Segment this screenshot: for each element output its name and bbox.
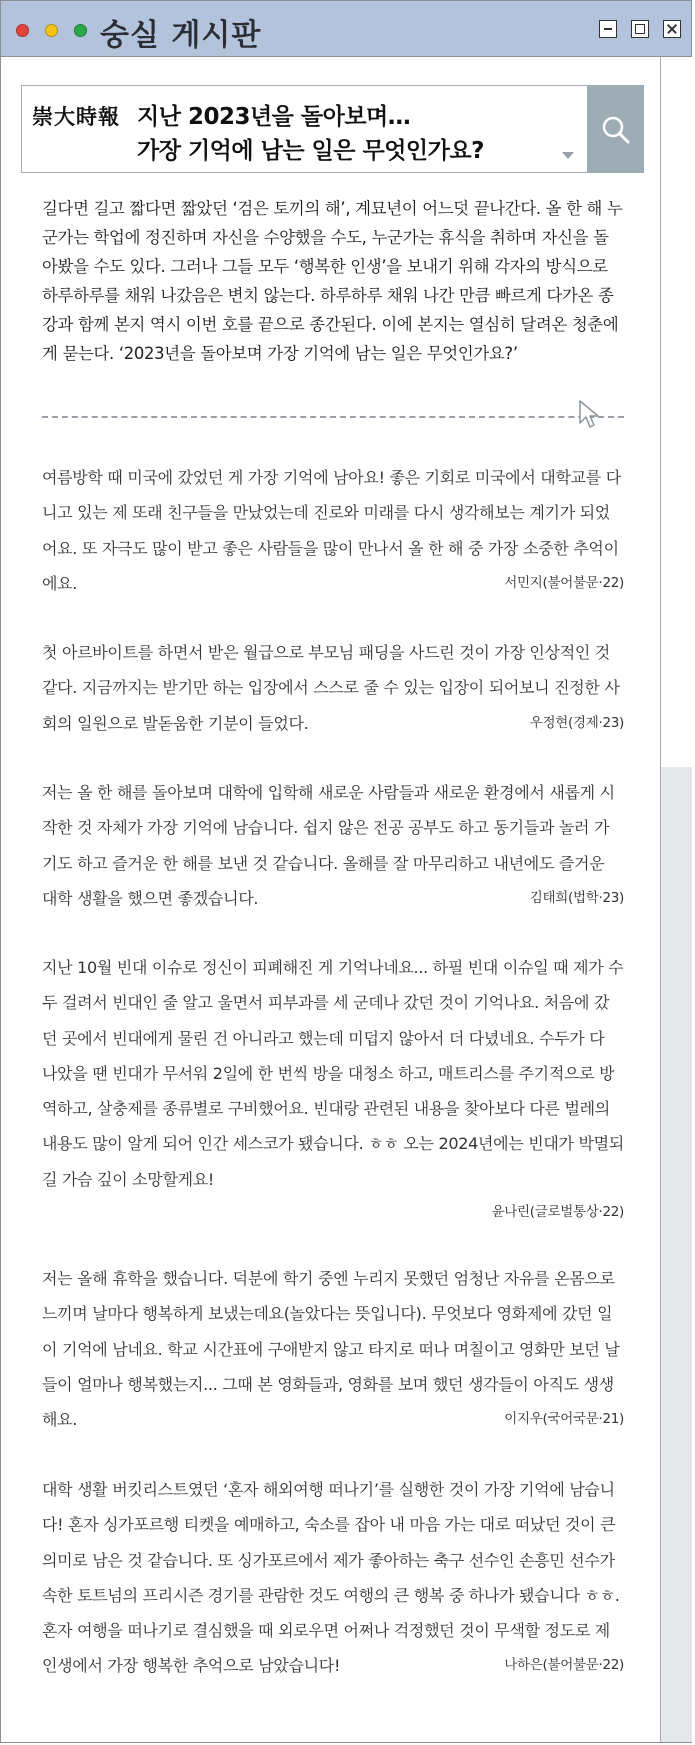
intro-paragraph: 길다면 길고 짧다면 짧았던 ‘검은 토끼의 해’, 계묘년이 어느덧 끝나간다. 올 한 해 누군가는 학업에 정진하며 자신을 수양했을 수도, 누군가는 휴식을 취하며 자신을 돌아봤을 수도 있다. 그러나 그들 모두 ‘행복한 인생’을 보내기 위해 각자의 방식으로 하루하루를 채워 나갔음은 변치 않는다. 하루하루 채워 나간 만큼 빠르게 다가온 종강과 함께 본지 역시 이번 호를 끝으로 종간된다. 이에 본지는 열심히 달려온 청춘에게 묻는다. ‘2023년을 돌아보며 가장 기억에 남는 일은 무엇인가요?’ xyxy=(42,199,623,363)
dropdown-caret-icon[interactable] xyxy=(562,152,574,159)
search-icon xyxy=(587,85,644,173)
post-4 xyxy=(42,950,624,1227)
minimize-button[interactable] xyxy=(599,20,617,38)
search-bar[interactable] xyxy=(21,85,642,173)
post-text: 저는 올해 휴학을 했습니다. 덕분에 학기 중엔 누리지 못했던 엄청난 자유를 온몸으로 느끼며 날마다 행복하게 보냈는데요(놀았다는 뜻입니다). 무엇보다 영화제에 갔던 일이 기억에 남네요. 학교 시간표에 구애받지 않고 타지로 떠나 며칠이고 영화만 보던 날들이 얼마나 행복했는지... 그때 본 영화들과, 영화를 보며 했던 생각들이 아직도 생생해요. xyxy=(42,1269,620,1430)
post-text: 지난 10월 빈대 이슈로 정신이 피폐해진 게 기억나네요... 하필 빈대 이슈일 때 제가 수두 걸려서 빈대인 줄 알고 울면서 피부과를 세 군데나 갔던 것이 기억나요. 처음에 갔던 곳에서 빈대에게 물린 건 아니라고 했는데 미덥지 않아서 더 다녔네요. 수두가 다 나았을 땐 빈대가 무서워 2일에 한 번씩 방을 대청소 하고, 매트리스를 주기적으로 방역하고, 살충제를 종류별로 구비했어요. 빈대랑 관련된 내용을 찾아보다 다른 벌레의 내용도 많이 알게 되어 인간 세스코가 됐습니다. ㅎㅎ 오는 2024년에는 빈대가 박멸되길 가슴 깊이 소망할게요! xyxy=(42,958,624,1189)
post-author: 서민지(불어불문·22) xyxy=(504,574,624,591)
minimize-traffic-light-icon[interactable] xyxy=(45,24,58,37)
scrollbar-track[interactable] xyxy=(660,57,692,1742)
post-author: 우정현(경제·23) xyxy=(529,714,624,731)
post-6 xyxy=(42,1472,624,1684)
post-author: 김태희(법학·23) xyxy=(529,889,624,906)
post-text: 저는 올 한 해를 돌아보며 대학에 입학해 새로운 사람들과 새로운 환경에서 새롭게 시작한 것 자체가 가장 기억에 남습니다. 쉽지 않은 전공 공부도 하고 동기들과 놀러 가기도 하고 즐거운 한 해를 보낸 것 같습니다. 올해를 잘 마무리하고 내년에도 즐거운 대학 생활을 했으면 좋겠습니다. xyxy=(42,783,615,908)
post-text: 대학 생활 버킷리스트였던 ‘혼자 해외여행 떠나기’를 실행한 것이 가장 기억에 남습니다! 혼자 싱가포르행 티켓을 예매하고, 숙소를 잡아 내 마음 가는 대로 떠났던 것이 큰 의미로 남은 것 같습니다. 또 싱가포르에서 제가 좋아하는 축구 선수인 손흥민 선수가 속한 토트넘의 프리시즌 경기를 관람한 것도 여행의 큰 행복 중 하나가 됐습니다 ㅎㅎ. 혼자 여행을 떠나기로 결심했을 때 외로우면 어쩌나 걱정했던 것이 무색할 정도로 제 인생에서 가장 행복한 추억으로 남았습니다! xyxy=(42,1480,620,1676)
maximize-button[interactable] xyxy=(631,20,649,38)
mouse-pointer-icon xyxy=(578,399,600,431)
post-5 xyxy=(42,1261,624,1437)
post-author: 이지우(국어국문·21) xyxy=(504,1411,624,1428)
post-text: 여름방학 때 미국에 갔었던 게 가장 기억에 남아요! 좋은 기회로 미국에서 대학교를 다니고 있는 제 또래 친구들을 만났었는데 진로와 미래를 다시 생각해보는 계기가 되었어요. 또 자극도 많이 받고 좋은 사람들을 많이 만나서 올 한 해 중 가장 소중한 추억이에요. xyxy=(42,468,621,593)
scrollbar-thumb[interactable] xyxy=(661,57,692,767)
post-text: 첫 아르바이트를 하면서 받은 월급으로 부모님 패딩을 사드린 것이 가장 인상적인 것 같다. 지금까지는 받기만 하는 입장에서 스스로 줄 수 있는 입장이 되어보니 진정한 사회의 일원으로 발돋움한 기분이 들었다. xyxy=(42,643,620,733)
post-3 xyxy=(42,775,624,916)
post-1 xyxy=(42,460,624,601)
dashed-divider xyxy=(42,416,624,418)
post-2 xyxy=(42,635,624,741)
search-query-line-2: 가장 기억에 남는 일은 무엇인가요? xyxy=(137,138,484,164)
post-author: 나하은(불어불문·22) xyxy=(504,1657,624,1674)
newspaper-logo: 崇大時報 xyxy=(32,104,120,129)
post-author: 윤나린(글로벌통상·22) xyxy=(491,1204,624,1221)
window-title: 숭실 게시판 xyxy=(100,18,262,53)
search-query-line-1: 지난 2023년을 돌아보며… xyxy=(137,104,411,130)
search-query[interactable] xyxy=(137,100,484,168)
zoom-traffic-light-icon[interactable] xyxy=(74,24,87,37)
title-bar[interactable] xyxy=(1,1,691,57)
close-button[interactable] xyxy=(663,20,681,38)
search-button[interactable] xyxy=(587,85,644,173)
close-traffic-light-icon[interactable] xyxy=(16,24,29,37)
